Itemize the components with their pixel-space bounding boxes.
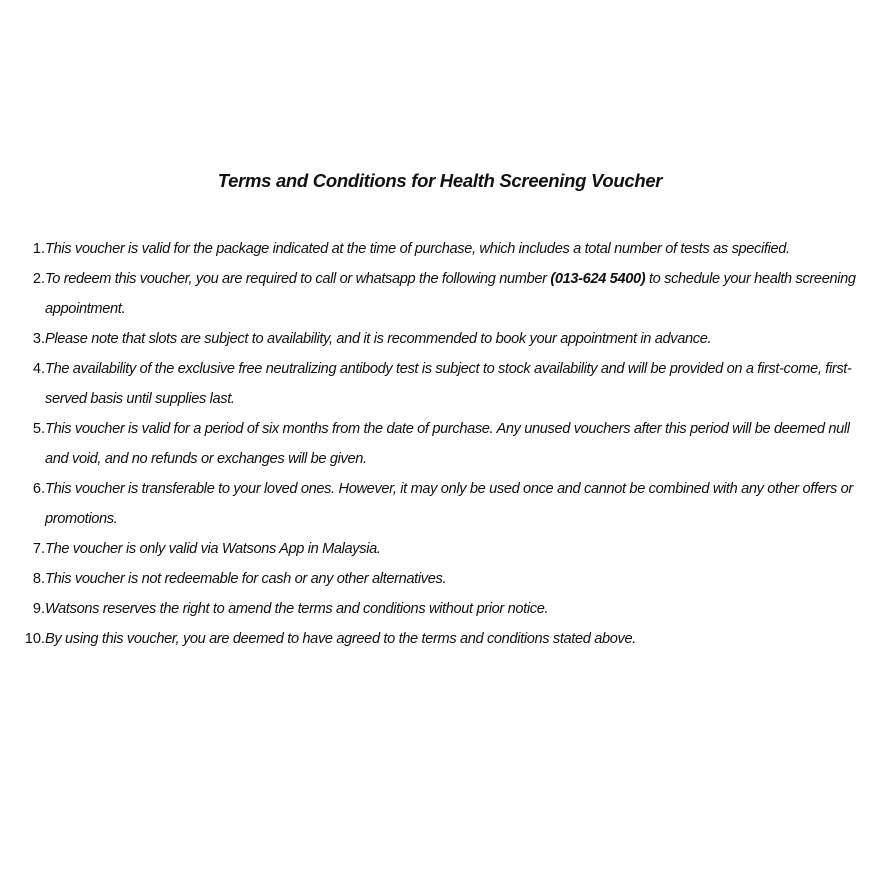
term-text: The voucher is only valid via Watsons App in Malaysia. [45, 541, 381, 557]
term-number: 5. [32, 421, 45, 437]
term-item-8 [18, 564, 866, 594]
term-text [45, 264, 866, 324]
term-text: This voucher is valid for a period of six months from the date of purchase. Any unused vouchers after this period will be deemed null and void, and no refunds or exchanges will be given. [45, 421, 850, 467]
page-title: Terms and Conditions for Health Screening Voucher [217, 170, 663, 191]
phone-number: (013-624 5400) [550, 271, 646, 287]
term-text: This voucher is valid for the package indicated at the time of purchase, which includes a total number of tests as specified. [45, 241, 790, 257]
term-number: 7. [32, 541, 45, 557]
term-item-1 [18, 234, 866, 264]
term-text-before: To redeem this voucher, you are required to call or whatsapp the following number [45, 271, 551, 287]
term-item-10 [18, 624, 866, 654]
term-number: 6. [32, 481, 45, 497]
term-text: This voucher is not redeemable for cash or any other alternatives. [45, 571, 447, 587]
term-number: 3. [32, 331, 45, 347]
term-text: The availability of the exclusive free neutralizing antibody test is subject to stock availability and will be provided on a first-come, first-served basis until supplies last. [45, 361, 852, 407]
term-number: 2. [32, 271, 45, 287]
term-text-after: to schedule your health screening appointment. [45, 271, 856, 317]
term-text: Watsons reserves the right to amend the terms and conditions without prior notice. [45, 601, 549, 617]
term-text: This voucher is transferable to your loved ones. However, it may only be used once and cannot be combined with any other offers or promotions. [45, 481, 853, 527]
term-item-5 [18, 414, 866, 474]
term-item-4 [18, 354, 866, 414]
term-item-7 [18, 534, 866, 564]
term-item-6 [18, 474, 866, 534]
term-number: 8. [32, 571, 45, 587]
term-item-9 [18, 594, 866, 624]
term-number: 1. [32, 241, 45, 257]
term-number: 4. [32, 361, 45, 377]
term-number: 9. [32, 601, 45, 617]
term-text: By using this voucher, you are deemed to have agreed to the terms and conditions stated above. [45, 631, 636, 647]
term-number: 10. [24, 631, 45, 647]
term-text: Please note that slots are subject to availability, and it is recommended to book your appointment in advance. [45, 331, 712, 347]
term-item-2 [18, 264, 866, 324]
terms-list [18, 234, 866, 654]
term-item-3 [18, 324, 866, 354]
